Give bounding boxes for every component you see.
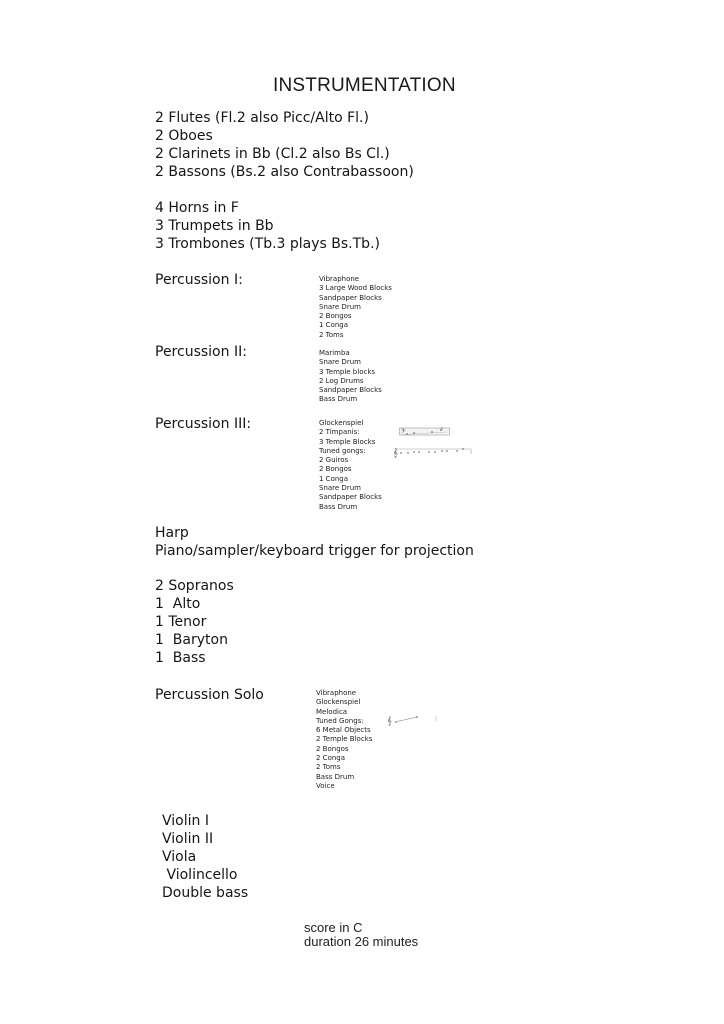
percussion-3-label: Percussion III:: [155, 416, 252, 432]
list-item: 2 Bongos: [316, 744, 349, 753]
percussion-2-label: Percussion II:: [155, 344, 247, 360]
list-item: Violin II: [162, 831, 214, 847]
list-item: Bass Drum: [316, 772, 355, 781]
list-item: Sandpaper Blocks: [319, 293, 382, 302]
list-item: 2 Toms: [319, 330, 344, 339]
list-item: Sandpaper Blocks: [319, 386, 382, 395]
score-duration: duration 26 minutes: [304, 934, 419, 949]
svg-text:𝄞: 𝄞: [393, 448, 398, 457]
strings-list: [162, 812, 248, 902]
list-item: 1 Baryton: [155, 632, 228, 648]
list-item: 1 Tenor: [155, 614, 207, 630]
list-item: Piano/sampler/keyboard trigger for projection: [155, 543, 474, 559]
svg-text:𝄞: 𝄞: [387, 716, 392, 725]
list-item: Melodica: [316, 707, 348, 716]
list-item: 2 Bongos: [319, 465, 352, 474]
timpani-notation-icon: [399, 427, 451, 437]
list-item: 3 Large Wood Blocks: [319, 284, 392, 293]
list-item: Bass Drum: [319, 502, 358, 511]
list-item: Violin I: [162, 813, 209, 829]
page-title: INSTRUMENTATION: [273, 75, 456, 96]
percussion-1-list: [319, 275, 392, 340]
score-key: score in C: [304, 920, 363, 935]
list-item: 2 Conga: [316, 754, 346, 763]
list-item: 1 Conga: [319, 474, 349, 483]
list-item: 1 Bass: [155, 650, 206, 666]
list-item: 3 Trumpets in Bb: [155, 218, 274, 234]
woodwinds-list: [155, 109, 414, 181]
list-item: Snare Drum: [319, 358, 361, 367]
list-item: 2 Bassons (Bs.2 also Contrabassoon): [155, 164, 414, 180]
tuned-gongs-notation-icon: [393, 445, 473, 457]
list-item: 3 Trombones (Tb.3 plays Bs.Tb.): [155, 236, 380, 252]
percussion-1-label: Percussion I:: [155, 272, 243, 288]
list-item: Tuned Gongs:: [316, 716, 364, 725]
list-item: 2 Sopranos: [155, 578, 234, 594]
list-item: Marimba: [319, 349, 350, 357]
list-item: Double bass: [162, 885, 249, 901]
brass-list: [155, 199, 380, 253]
list-item: 1 Alto: [155, 596, 201, 612]
list-item: 2 Toms: [316, 763, 341, 772]
list-item: Vibraphone: [316, 689, 357, 697]
keyboards-list: [155, 524, 474, 560]
svg-text:𝄢: 𝄢: [401, 428, 406, 436]
list-item: 4 Horns in F: [155, 200, 239, 216]
percussion-solo-label: Percussion Solo: [155, 687, 264, 703]
percussion-2-list: [319, 349, 382, 405]
list-item: Sandpaper Blocks: [319, 493, 382, 502]
percussion-solo-list: [316, 689, 372, 791]
list-item: Viola: [162, 849, 197, 865]
list-item: 3 Temple Blocks: [319, 437, 376, 446]
solo-gongs-notation-icon: [387, 712, 439, 726]
list-item: 2 Oboes: [155, 128, 213, 144]
list-item: Tuned gongs:: [319, 446, 366, 455]
percussion-3-list: [319, 419, 382, 512]
list-item: 1 Conga: [319, 321, 349, 330]
list-item: Snare Drum: [319, 302, 361, 311]
list-item: Voice: [316, 781, 335, 790]
list-item: 2 Clarinets in Bb (Cl.2 also Bs Cl.): [155, 146, 390, 162]
list-item: Glockenspiel: [319, 419, 364, 427]
list-item: Bass Drum: [319, 395, 358, 404]
voices-list: [155, 577, 234, 667]
list-item: 2 Guiros: [319, 456, 349, 465]
list-item: 6 Metal Objects: [316, 726, 371, 735]
list-item: Vibraphone: [319, 275, 360, 283]
score-info: [304, 921, 418, 949]
list-item: 2 Log Drums: [319, 376, 364, 385]
list-item: 2 Temple Blocks: [316, 735, 373, 744]
list-item: Harp: [155, 525, 189, 541]
list-item: Glockenspiel: [316, 698, 361, 707]
list-item: Snare Drum: [319, 484, 361, 493]
list-item: 2 Flutes (Fl.2 also Picc/Alto Fl.): [155, 110, 369, 126]
list-item: 2 Bongos: [319, 312, 352, 321]
list-item: 3 Temple blocks: [319, 367, 376, 376]
list-item: 2 Timpanis:: [319, 428, 360, 437]
list-item: Violincello: [162, 867, 238, 883]
